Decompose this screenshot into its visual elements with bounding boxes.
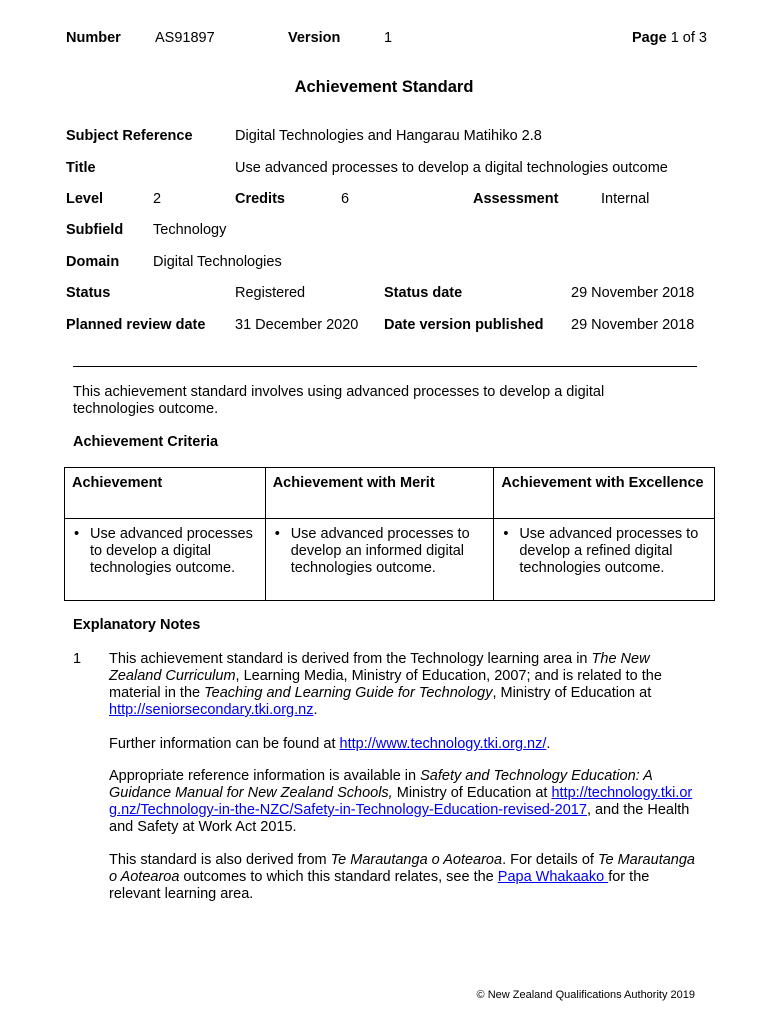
assessment-label: Assessment (473, 191, 559, 207)
criteria-text-excellence: Use advanced processes to develop a refined digital technologies outcome. (519, 526, 699, 576)
note-paragraph-2 (109, 736, 699, 753)
bullet-icon: • (274, 526, 280, 542)
text: . (546, 736, 551, 752)
text: This achievement standard is derived from the Technology learning area in (109, 651, 592, 667)
number-value: AS91897 (155, 30, 215, 46)
level-value: 2 (153, 191, 162, 207)
criteria-header-row (65, 468, 715, 519)
domain-label: Domain (66, 254, 120, 270)
note-paragraph-3 (109, 768, 699, 836)
curriculum-title: The New Zealand Curriculum (109, 651, 650, 684)
footer-copyright: © New Zealand Qualifications Authority 2019 (476, 989, 695, 1001)
note-number: 1 (73, 651, 82, 667)
text: Ministry of Education at (392, 785, 552, 801)
page-label: Page (632, 30, 667, 46)
criteria-table (64, 467, 715, 601)
criteria-cell-achievement (65, 519, 266, 601)
papa-whakaako-link[interactable]: Papa Whakaako (497, 869, 609, 885)
page-title: Achievement Standard (294, 78, 474, 96)
text: Further information can be found at (109, 736, 340, 752)
planned-review-value: 31 December 2020 (235, 317, 359, 333)
title-value: Use advanced processes to develop a digital technologies outcome (235, 160, 668, 176)
safety-education-link[interactable]: http://technology.tki.org.nz/Technology-in-the-NZC/Safety-in-Technology-Education-revised-2017 (109, 785, 693, 818)
text: , Learning Media, Ministry of Education, 2007; and is related to the material in the (109, 668, 662, 701)
title-label: Title (66, 160, 96, 176)
subject-reference-label: Subject Reference (66, 128, 193, 144)
note-paragraph-4 (109, 852, 699, 903)
bullet-icon: • (74, 526, 80, 542)
text: for the relevant learning area. (109, 869, 650, 902)
page-indicator (632, 30, 707, 46)
criteria-text-merit: Use advanced processes to develop an informed digital technologies outcome. (290, 526, 470, 576)
level-label: Level (66, 191, 104, 207)
status-value: Registered (235, 285, 306, 301)
te-marautanga-title: Te Marautanga o Aotearoa (330, 852, 503, 868)
criteria-heading: Achievement Criteria (73, 434, 219, 450)
criteria-col-excellence: Achievement with Excellence (494, 468, 715, 519)
text: outcomes to which this standard relates, see the (179, 869, 498, 885)
bullet-icon: • (503, 526, 509, 542)
te-marautanga-title: Te Marautanga o Aotearoa (109, 852, 695, 885)
date-version-label: Date version published (384, 317, 544, 333)
text: , Ministry of Education at (492, 685, 652, 701)
guide-title: Teaching and Learning Guide for Technology (204, 685, 493, 701)
technology-tki-link[interactable]: http://www.technology.tki.org.nz/ (339, 736, 547, 752)
assessment-value: Internal (601, 191, 650, 207)
credits-label: Credits (235, 191, 285, 207)
criteria-cell-merit (265, 519, 494, 601)
notes-heading: Explanatory Notes (73, 617, 201, 633)
version-value: 1 (384, 30, 393, 46)
seniorsecondary-link[interactable]: http://seniorsecondary.tki.org.nz (109, 702, 314, 718)
text: , and the Health and Safety at Work Act 2015. (109, 802, 690, 835)
criteria-text-achievement: Use advanced processes to develop a digital technologies outcome. (90, 526, 253, 576)
criteria-col-merit: Achievement with Merit (265, 468, 494, 519)
text: . For details of (502, 852, 598, 868)
text: Appropriate reference information is available in (109, 768, 421, 784)
planned-review-label: Planned review date (66, 317, 206, 333)
divider (73, 366, 697, 367)
text: . (313, 702, 318, 718)
note-paragraph-1 (109, 651, 699, 719)
criteria-cell-excellence (494, 519, 715, 601)
domain-value: Digital Technologies (153, 254, 282, 270)
intro-paragraph: This achievement standard involves using advanced processes to develop a digital technologies outcome. (73, 384, 605, 417)
safety-manual-title: Safety and Technology Education: A Guidance Manual for New Zealand Schools, (109, 768, 653, 801)
status-date-value: 29 November 2018 (571, 285, 695, 301)
subfield-label: Subfield (66, 222, 124, 238)
version-label: Version (288, 30, 341, 46)
criteria-body-row (65, 519, 715, 601)
criteria-col-achievement: Achievement (65, 468, 266, 519)
number-label: Number (66, 30, 121, 46)
status-label: Status (66, 285, 111, 301)
page-value: 1 of 3 (670, 30, 707, 46)
subject-reference-value: Digital Technologies and Hangarau Matihiko 2.8 (235, 128, 542, 144)
text: This standard is also derived from (109, 852, 331, 868)
date-version-value: 29 November 2018 (571, 317, 695, 333)
status-date-label: Status date (384, 285, 463, 301)
subfield-value: Technology (153, 222, 227, 238)
credits-value: 6 (341, 191, 350, 207)
